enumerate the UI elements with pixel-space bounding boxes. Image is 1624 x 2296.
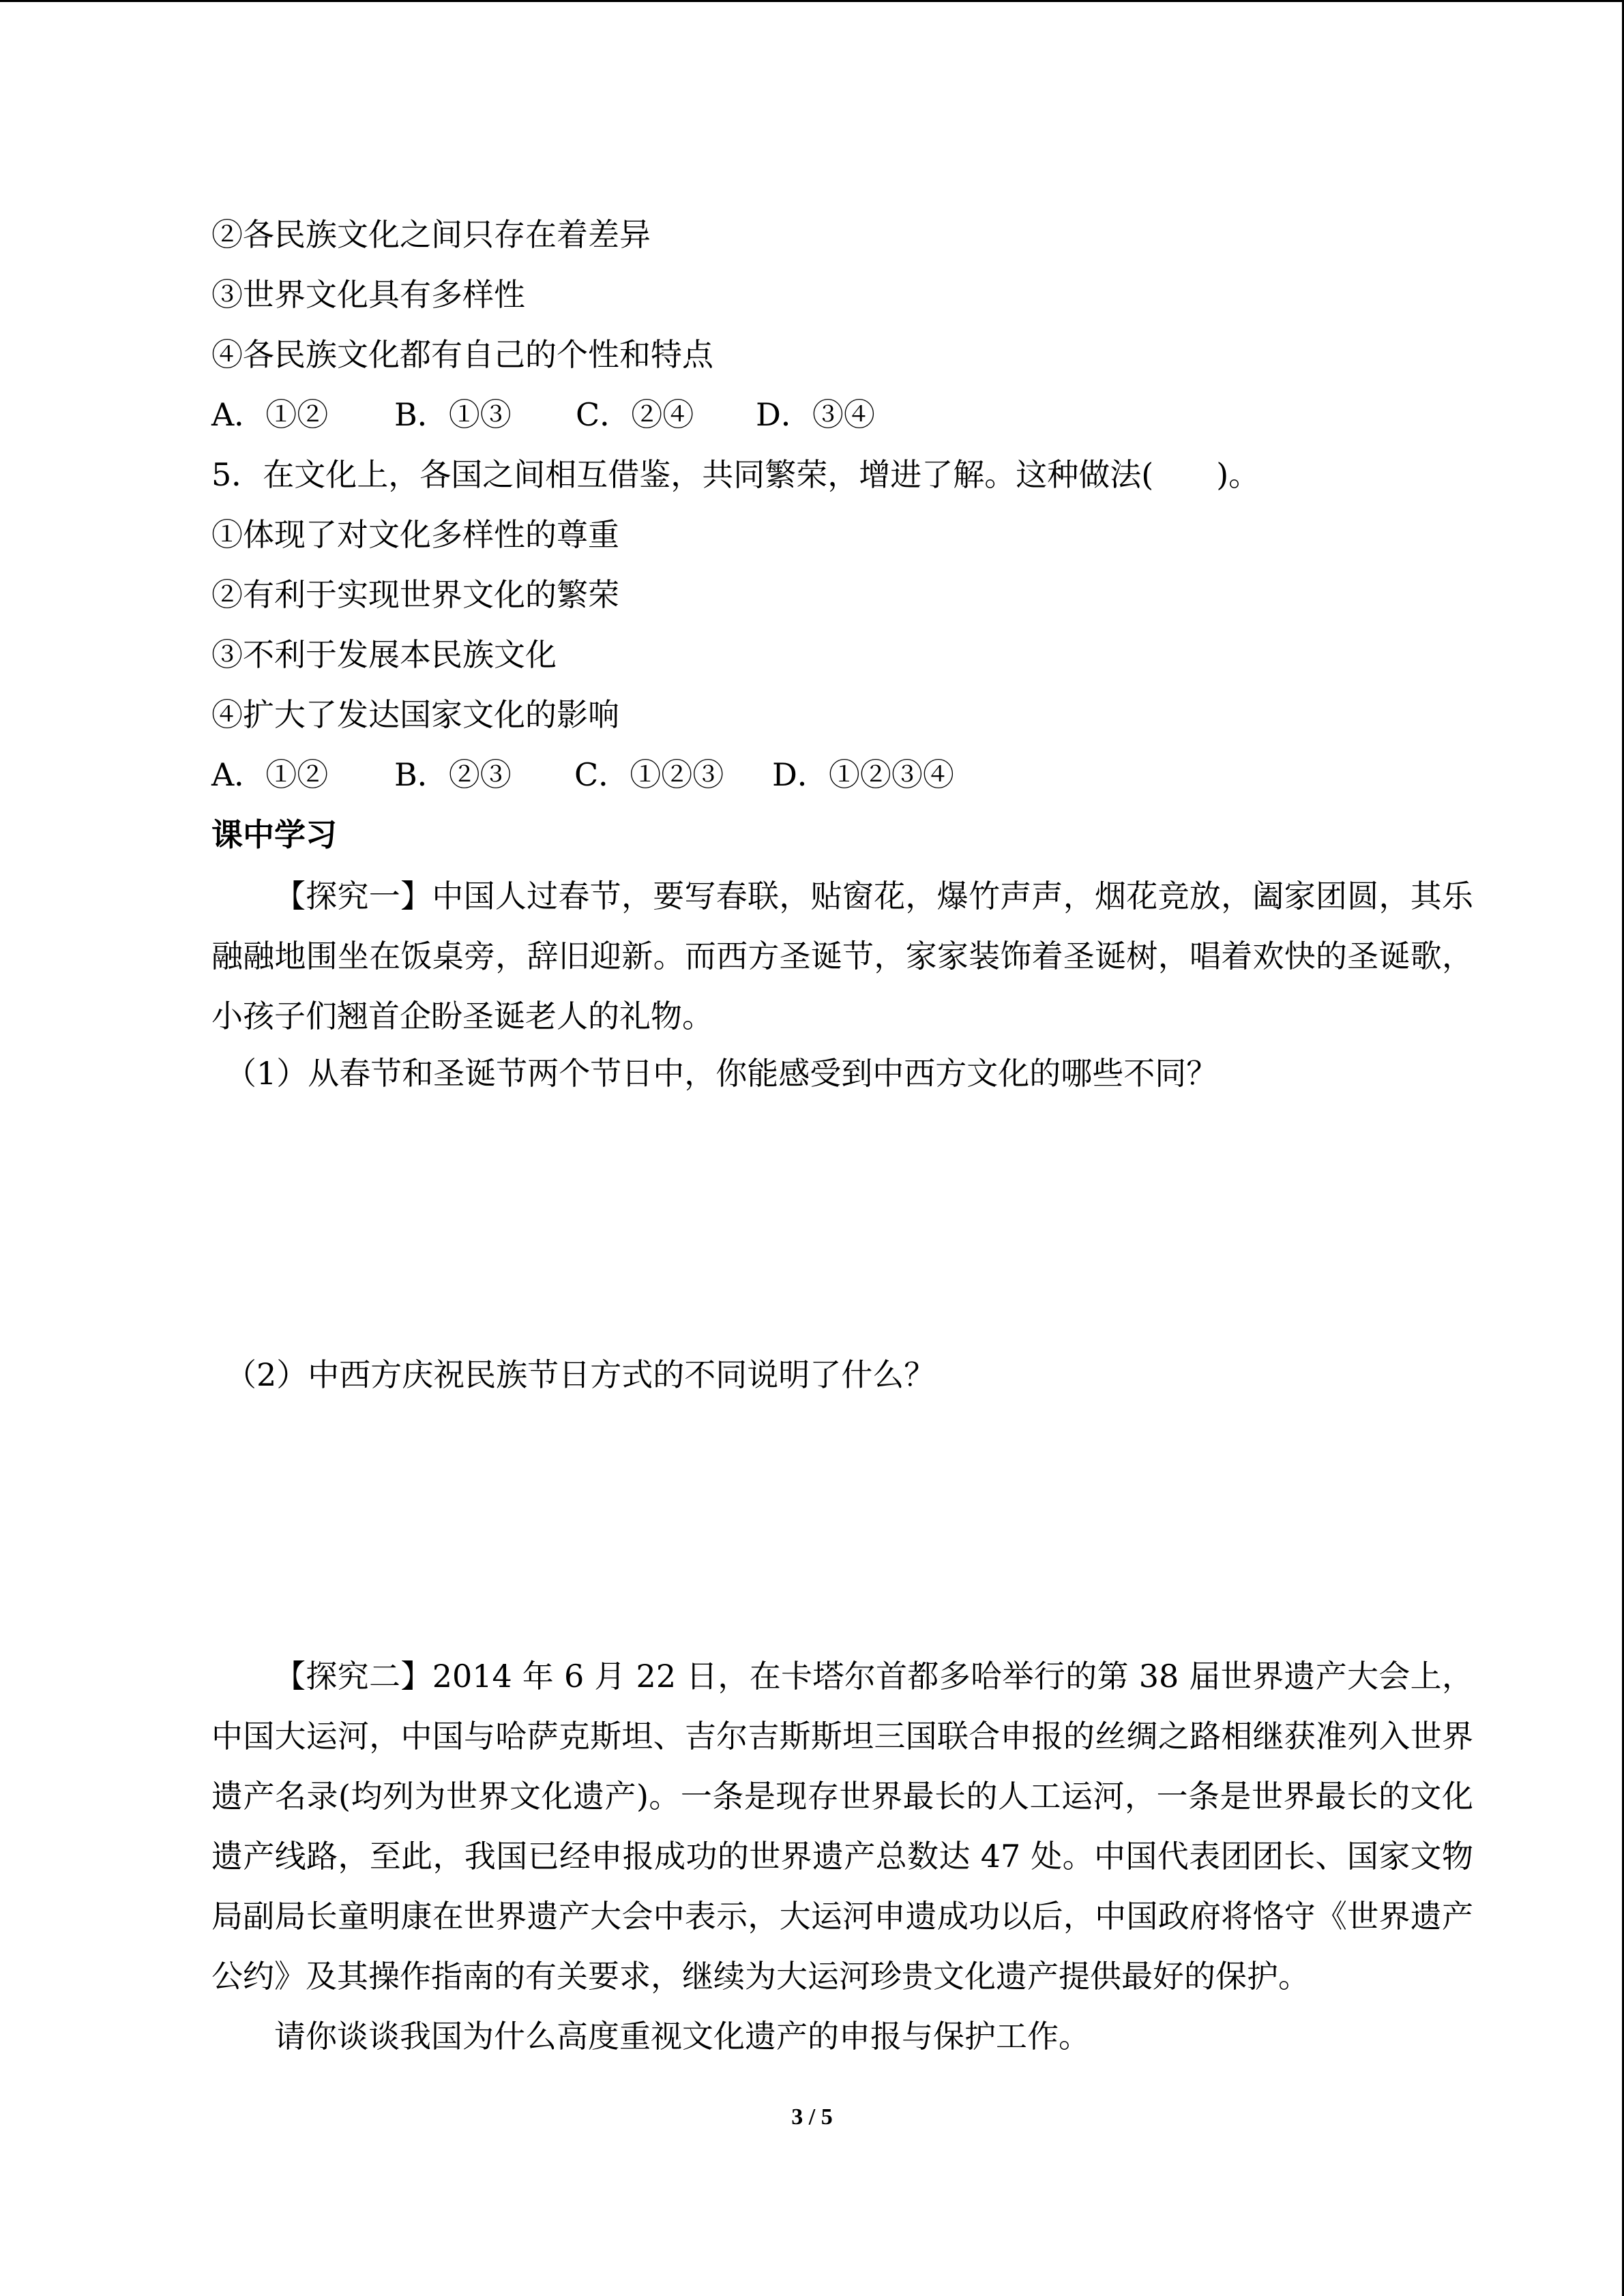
explore-2-text: 【探究二】2014 年 6 月 22 日，在卡塔尔首都多哈举行的第 38 届世界遗产大会上，中国大运河，中国与哈萨克斯坦、吉尔吉斯斯坦三国联合申报的丝绸之路相继获准列入世界遗产名录(均列为世界文化遗产)。一条是现存世界最长的人工运河，一条是世界最长的文化遗产线路，至此，我国已经申报成功的世界遗产总数达 47 处。中国代表团团长、国家文物局副局长童明康在世界遗产大会中表示，大运河申遗成功以后，中国政府将恪守《世界遗产公约》及其操作指南的有关要求，继续为大运河珍贵文化遗产提供最好的保护。 (211, 1658, 1473, 1995)
explore-1-question-2: （2）中西方庆祝民族节日方式的不同说明了什么？ (225, 1356, 936, 1393)
q5-option-b: B．②③ (394, 756, 512, 793)
q4-item-3: ③世界文化具有多样性 (211, 276, 525, 313)
q4-option-d: D．③④ (756, 396, 875, 433)
explore-2-question: 请你谈谈我国为什么高度重视文化遗产的申报与保护工作。 (274, 2018, 1090, 2055)
q5-item-2: ②有利于实现世界文化的繁荣 (211, 576, 619, 613)
page-border-top (0, 0, 1624, 2)
explore-1-text: 【探究一】中国人过春节，要写春联，贴窗花，爆竹声声，烟花竞放，阖家团圆，其乐融融地围坐在饭桌旁，辞旧迎新。而西方圣诞节，家家装饰着圣诞树，唱着欢快的圣诞歌，小孩子们翘首企盼圣诞老人的礼物。 (211, 878, 1473, 1034)
q5-options (211, 756, 954, 794)
explore-1-question-1: （1）从春节和圣诞节两个节日中，你能感受到中西方文化的哪些不同？ (225, 1055, 1218, 1092)
q5-option-a: A．①② (211, 756, 329, 793)
q4-option-c: C．②④ (576, 396, 694, 433)
q5-stem: 5．在文化上，各国之间相互借鉴，共同繁荣，增进了解。这种做法( )。 (211, 456, 1260, 493)
q5-item-4: ④扩大了发达国家文化的影响 (211, 696, 619, 733)
q5-item-1: ①体现了对文化多样性的尊重 (211, 516, 619, 553)
q4-item-4: ④各民族文化都有自己的个性和特点 (211, 336, 713, 373)
q5-option-c: C．①②③ (574, 756, 724, 793)
q4-item-2: ②各民族文化之间只存在着差异 (211, 216, 651, 253)
page-number: 3 / 5 (791, 2104, 833, 2130)
section-title: 课中学习 (211, 816, 337, 853)
q4-option-a: A．①② (211, 396, 329, 433)
q4-option-b: B．①③ (394, 396, 512, 433)
q5-option-d: D．①②③④ (772, 756, 954, 793)
q5-item-3: ③不利于发展本民族文化 (211, 636, 557, 673)
q4-options (211, 396, 875, 434)
